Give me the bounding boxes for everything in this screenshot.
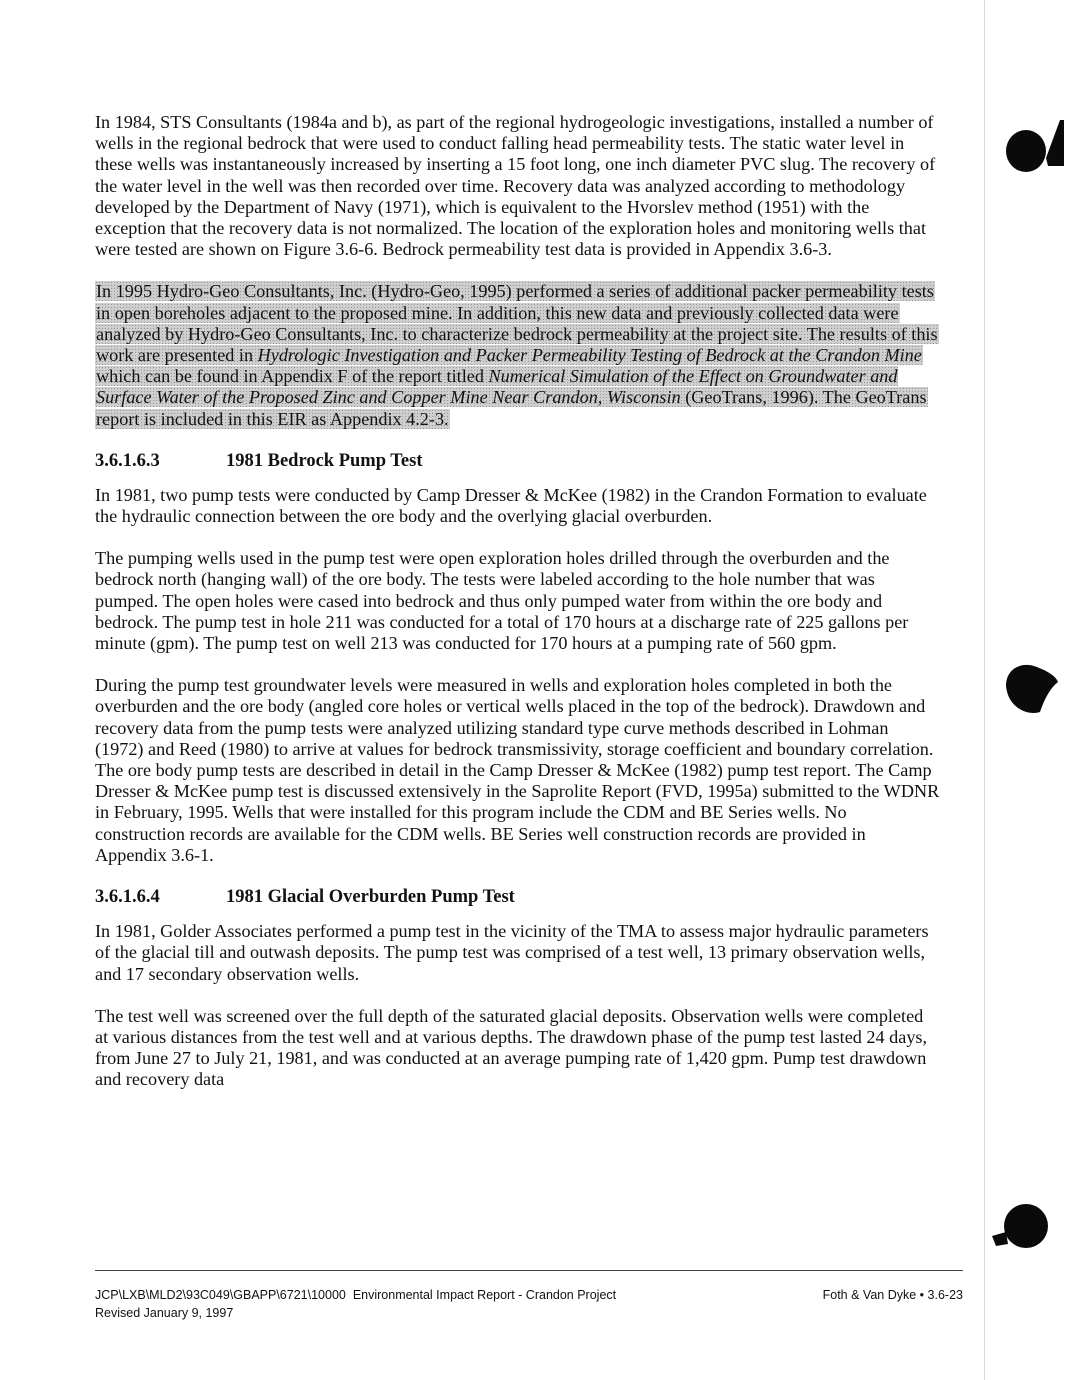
hydro-geo-text-3: (GeoTrans, 1996). The GeoTrans report is included in this EIR as Appendix 4.2-3. [96, 387, 927, 429]
binder-hole-mark-bottom [988, 1196, 1054, 1262]
document-body [95, 112, 940, 1091]
footer-page-number: 3.6-23 [927, 1288, 963, 1302]
footer-revised: Revised January 9, 1997 [95, 1306, 234, 1320]
paragraph-pump-tests-1981: In 1981, two pump tests were conducted by Camp Dresser & McKee (1982) in the Crandon Formation to evaluate the hydraulic connection between the ore body and the overlying glacial overburden. [95, 484, 927, 527]
paragraph-groundwater-levels: During the pump test groundwater levels were measured in wells and exploration holes completed in both the overburden and the ore body (angled core holes or vertical wells placed in the top of the bedrock). Drawdown and recovery data from the pump tests were analyzed utilizing standard type curve methods described in Lohman (1972) and Reed (1980) to arrive at values for bedrock transmissivity, storage coefficient and boundary correlation. The ore body pump tests are described in detail in the Camp Dresser & McKee (1982) pump test report. The Camp Dresser & McKee pump test is discussed extensively in the Saprolite Report (FVD, 1995a) submitted to the WDNR in February, 1995. Wells that were installed for this program include the CDM and BE Series wells. No construction records are available for the CDM wells. BE Series well construction records are provided in Appendix 3.6-1. [95, 675, 940, 865]
paragraph-sts-permeability: In 1984, STS Consultants (1984a and b), as part of the regional hydrogeologic investigations, installed a number of wells in the regional bedrock that were used to conduct falling head permeability tests. The static water level in these wells was instantaneously increased by inserting a 15 foot long, one inch diameter PVC slug. The recovery of the water level in the well was then recorded over time. Recovery data was analyzed according to methodology developed by the Department of Navy (1971), which is equivalent to the Hvorslev method (1951) with the exception that the recovery data is not normalized. The location of the exploration holes and monitoring wells that were tested are shown on Figure 3.6-6. Bedrock permeability test data is provided in Appendix 3.6-3. [95, 112, 936, 260]
paragraph-golder-pump-test: In 1981, Golder Associates performed a pump test in the vicinity of the TMA to assess major hydraulic parameters of the glacial till and outwash deposits. The pump test was comprised of a test well, 13 primary observation wells, and 17 secondary observation wells. [95, 921, 929, 984]
section-number: 3.6.1.6.4 [95, 887, 160, 908]
report-title-hydrologic: Hydrologic Investigation and Packer Permeability Testing of Bedrock at the Crandon Mine [257, 345, 922, 366]
hydro-geo-text-1: In 1995 Hydro-Geo Consultants, Inc. (Hydro-Geo, 1995) performed a series of additional packer permeability tests in open boreholes adjacent to the proposed mine. In addition, this new data and previously collected data were analyzed by Hydro-Geo Consultants, Inc. to characterize bedrock permeability at the project site. The results of this work are presented in [96, 281, 938, 366]
footer-right [823, 1286, 963, 1304]
hydro-geo-text-2: which can be found in Appendix F of the report titled [96, 366, 489, 387]
binder-hole-mark-top [1002, 118, 1068, 180]
footer-bullet: • [919, 1288, 925, 1302]
paragraph-pumping-wells: The pumping wells used in the pump test were open exploration holes drilled through the overburden and the bedrock north (hanging wall) of the ore body. The tests were labeled according to the hole number that was pumped. The open holes were cased into bedrock and thus only pumped water from within the ore body and bedrock. The pump test in hole 211 was conducted for a total of 170 hours at a discharge rate of 225 gallons per minute (gpm). The pump test on well 213 was conducted for 170 hours at a pumping rate of 560 gpm. [95, 548, 909, 654]
footer-divider [95, 1270, 963, 1271]
section-heading-bedrock-pump-test [95, 450, 940, 472]
page-edge-line [984, 0, 985, 1380]
paragraph-test-well: The test well was screened over the full depth of the saturated glacial deposits. Observation wells were completed at various distances from the test well and at various depths. The drawdown phase of the pump test lasted 24 days, from June 27 to July 21, 1981, and was conducted at an average pumping rate of 1,420 gpm. Pump test drawdown and recovery data [95, 1005, 928, 1090]
section-number: 3.6.1.6.3 [95, 450, 160, 471]
shaded-revision-text [95, 281, 939, 428]
footer-left [95, 1286, 616, 1322]
binder-hole-mark-middle [1000, 658, 1060, 718]
report-title-numerical: Numerical Simulation of the Effect on Groundwater and Surface Water of the Proposed Zinc and Copper Mine Near Crandon, Wisconsin [96, 366, 898, 408]
footer-company: Foth & Van Dyke [822, 1288, 917, 1302]
footer-doc-title: Environmental Impact Report - Crandon Project [352, 1288, 617, 1302]
footer-path: JCP\LXB\MLD2\93C049\GBAPP\6721\10000 [95, 1288, 346, 1302]
section-heading-glacial-pump-test [95, 886, 940, 908]
section-title: 1981 Bedrock Pump Test [226, 450, 423, 471]
paragraph-hydro-geo [95, 281, 940, 429]
section-title: 1981 Glacial Overburden Pump Test [226, 887, 515, 908]
